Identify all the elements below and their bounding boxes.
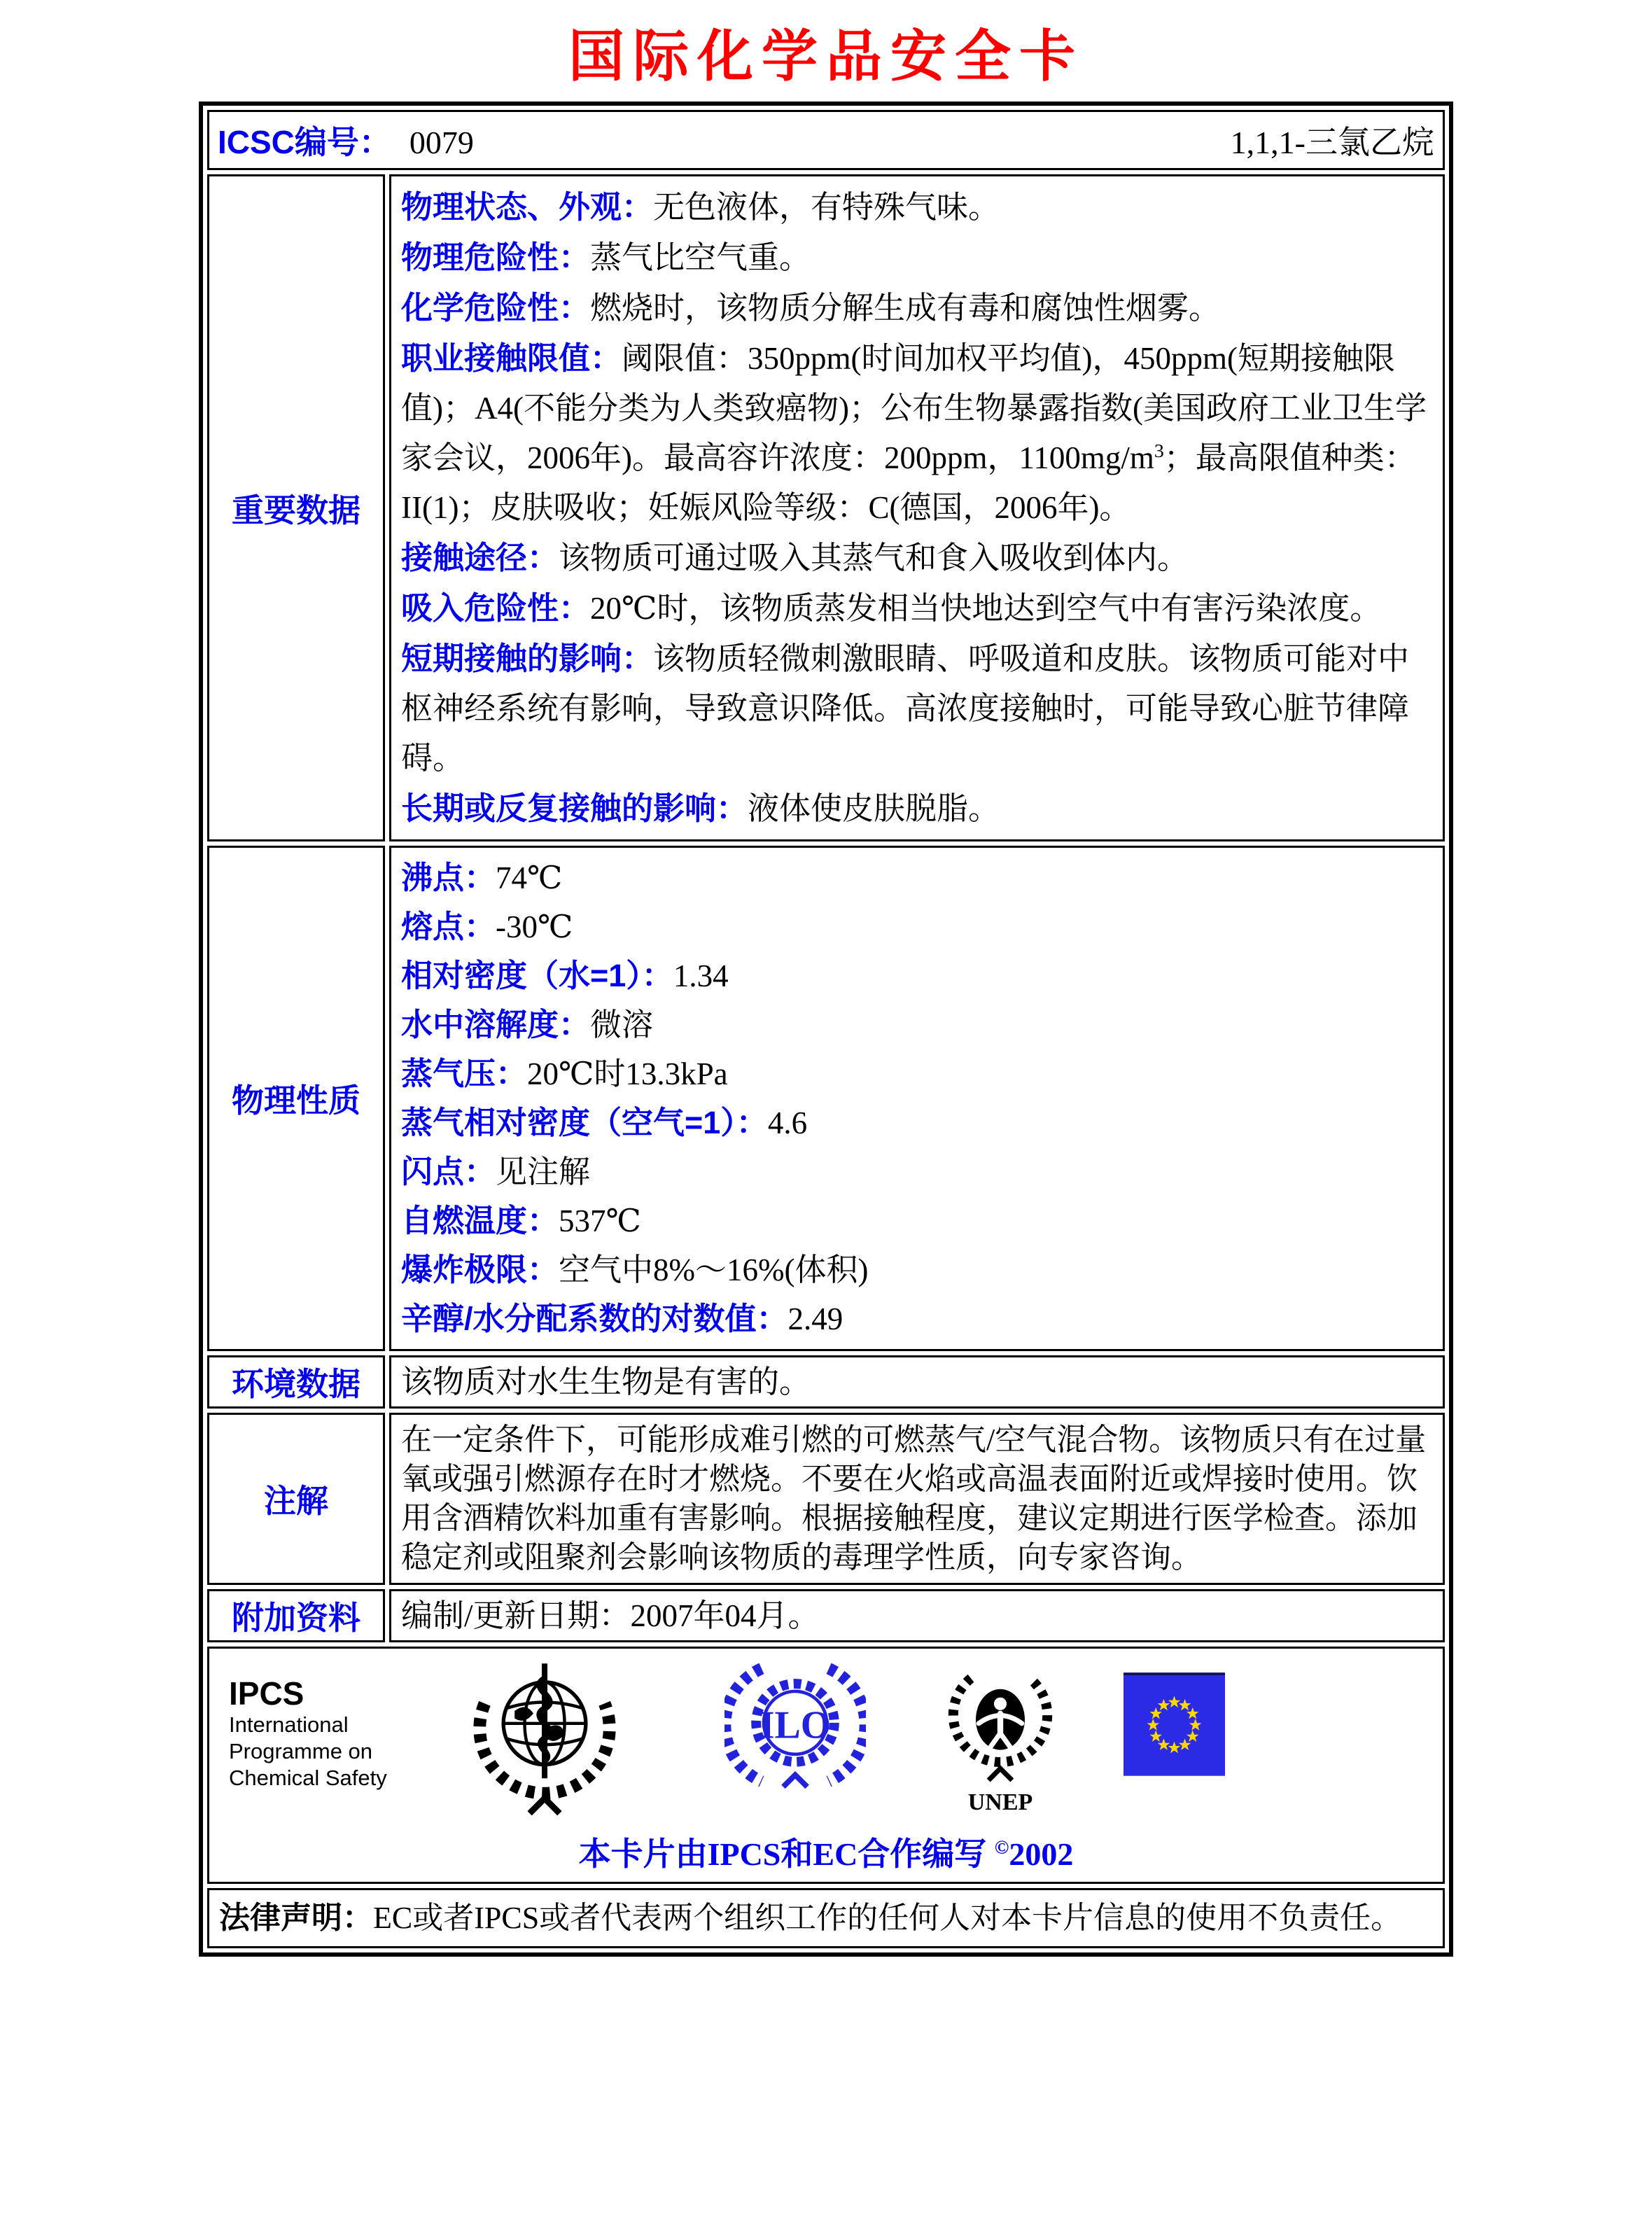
property-item <box>401 1049 1433 1098</box>
item-text: 见注解 <box>496 1154 591 1189</box>
item-label: 自燃温度： <box>401 1203 559 1238</box>
property-item <box>401 1196 1433 1245</box>
item-text: 537℃ <box>559 1203 641 1238</box>
property-item <box>401 1098 1433 1147</box>
item-label: 爆炸极限： <box>401 1252 559 1287</box>
ipcs-text-line: International <box>229 1712 349 1737</box>
item-text: 燃烧时，该物质分解生成有毒和腐蚀性烟雾。 <box>590 291 1221 326</box>
item-label: 物理危险性： <box>401 239 591 275</box>
logos-strip <box>216 1658 1436 1824</box>
who-logo-icon <box>470 1658 620 1824</box>
unep-logo-text: UNEP <box>967 1789 1033 1815</box>
icsc-number-group <box>218 117 474 163</box>
environmental-data-content: 该物质对水生生物是有害的。 <box>389 1355 1445 1409</box>
ilo-logo-text: ILO <box>759 1703 832 1747</box>
item-text: 蒸气比空气重。 <box>590 240 811 275</box>
icsc-number-label: ICSC编号： <box>218 124 391 160</box>
item-text: 空气中8%～16%(体积) <box>559 1252 869 1287</box>
item-label: 短期接触的影响： <box>401 641 654 676</box>
item-text: 阈限值：350ppm(时间加权平均值)，450ppm(短期接触限值)；A4(不能分类为人类致癌物)；公布生物暴露指数(美国政府工业卫生学家会议，2006年)。最高容许浓度：200ppm，1100mg/m <box>401 341 1427 475</box>
important-data-item <box>401 533 1433 583</box>
property-item <box>401 1147 1433 1196</box>
notes-row <box>207 1413 1445 1585</box>
environmental-data-row <box>207 1355 1445 1409</box>
item-text: -30℃ <box>496 909 573 944</box>
item-text: 4.6 <box>767 1105 808 1140</box>
item-text: 微溶 <box>590 1007 654 1042</box>
notes-content: 在一定条件下，可能形成难引燃的可燃蒸气/空气混合物。该物质只有在过量氧或强引燃源存在时才燃烧。不要在火焰或高温表面附近或焊接时使用。饮用含酒精饮料加重有害影响。根据接触程度，建议定期进行医学检查。添加稳定剂或阻聚剂会影响该物质的毒理学性质，向专家咨询。 <box>389 1413 1445 1585</box>
section-label-notes: 注解 <box>207 1413 385 1585</box>
item-label: 水中溶解度： <box>401 1007 591 1042</box>
important-data-item <box>401 333 1433 533</box>
ilo-logo-icon <box>724 1660 866 1794</box>
item-label: 接触途径： <box>401 540 559 575</box>
header-cell <box>207 110 1445 170</box>
item-text: 74℃ <box>496 860 563 895</box>
logos-row <box>207 1647 1445 1884</box>
ipcs-text-line: Programme on <box>229 1739 373 1763</box>
ipcs-logo <box>229 1675 419 1791</box>
item-label: 化学危险性： <box>401 290 591 326</box>
copyright-year: 2002 <box>1009 1836 1074 1872</box>
important-data-content <box>389 174 1445 841</box>
page-title: 国际化学品安全卡 <box>568 25 1084 88</box>
section-label-additional-info: 附加资料 <box>207 1589 385 1642</box>
attribution-text: 本卡片由IPCS和EC合作编写 <box>578 1836 987 1872</box>
ipcs-text-line: Chemical Safety <box>229 1766 387 1790</box>
item-text: 无色液体，有特殊气味。 <box>653 190 1000 225</box>
item-label: 职业接触限值： <box>401 340 622 376</box>
item-label: 吸入危险性： <box>401 590 591 626</box>
item-text: 1.34 <box>673 958 729 993</box>
important-data-item <box>401 232 1433 283</box>
unep-logo-icon <box>941 1663 1059 1816</box>
item-label: 相对密度（水=1）： <box>401 958 673 993</box>
physical-properties-content <box>389 846 1445 1351</box>
item-label: 辛醇/水分配系数的对数值： <box>401 1301 788 1336</box>
legal-notice-label: 法律声明： <box>219 1901 373 1935</box>
attribution-line <box>216 1829 1436 1875</box>
section-label-physical-properties: 物理性质 <box>207 846 385 1351</box>
important-data-item <box>401 583 1433 634</box>
property-item <box>401 902 1433 951</box>
section-label-environmental-data: 环境数据 <box>207 1355 385 1409</box>
superscript-3: 3 <box>1154 440 1164 462</box>
icsc-card-table <box>199 102 1453 1957</box>
important-data-item <box>401 182 1433 232</box>
property-item <box>401 853 1433 902</box>
logos-cell <box>207 1647 1445 1884</box>
property-item <box>401 951 1433 1000</box>
legal-row <box>207 1888 1445 1948</box>
item-label: 沸点： <box>401 860 496 895</box>
section-label-important-data: 重要数据 <box>207 174 385 841</box>
legal-notice-text: EC或者IPCS或者代表两个组织工作的任何人对本卡片信息的使用不负责任。 <box>373 1901 1402 1935</box>
icsc-number-value: 0079 <box>409 125 474 160</box>
item-text: 该物质轻微刺激眼睛、呼吸道和皮肤。该物质可能对中枢神经系统有影响，导致意识降低。高浓度接触时，可能导致心脏节律障碍。 <box>401 641 1410 776</box>
copyright-symbol: © <box>994 1836 1009 1858</box>
ipcs-acronym: IPCS <box>229 1675 304 1712</box>
additional-info-content: 编制/更新日期：2007年04月。 <box>389 1589 1445 1642</box>
item-label: 长期或反复接触的影响： <box>401 790 748 826</box>
important-data-item <box>401 283 1433 333</box>
item-text: ；最高限值种类：II(1)；皮肤吸收；妊娠风险等级：C(德国，2006年)。 <box>401 440 1416 525</box>
chemical-name: 1,1,1-三氯乙烷 <box>1230 125 1434 160</box>
item-label: 闪点： <box>401 1154 496 1189</box>
item-label: 物理状态、外观： <box>401 189 654 225</box>
important-data-item <box>401 634 1433 783</box>
header-row <box>207 110 1445 170</box>
property-item <box>401 1294 1433 1343</box>
additional-info-row <box>207 1589 1445 1642</box>
item-text: 20℃时，该物质蒸发相当快地达到空气中有害污染浓度。 <box>590 591 1382 626</box>
property-item <box>401 1245 1433 1294</box>
important-data-item <box>401 783 1433 834</box>
item-text: 该物质可通过吸入其蒸气和食入吸收到体内。 <box>559 540 1189 575</box>
item-label: 蒸气相对密度（空气=1）： <box>401 1105 768 1140</box>
physical-properties-row <box>207 846 1445 1351</box>
item-label: 熔点： <box>401 909 496 944</box>
item-text: 20℃时13.3kPa <box>527 1056 728 1091</box>
important-data-row <box>207 174 1445 841</box>
item-text: 液体使皮肤脱脂。 <box>748 791 1000 826</box>
eu-flag-icon <box>1124 1672 1225 1780</box>
item-label: 蒸气压： <box>401 1056 528 1091</box>
property-item <box>401 1000 1433 1049</box>
legal-notice <box>207 1888 1445 1948</box>
item-text: 2.49 <box>788 1301 844 1336</box>
